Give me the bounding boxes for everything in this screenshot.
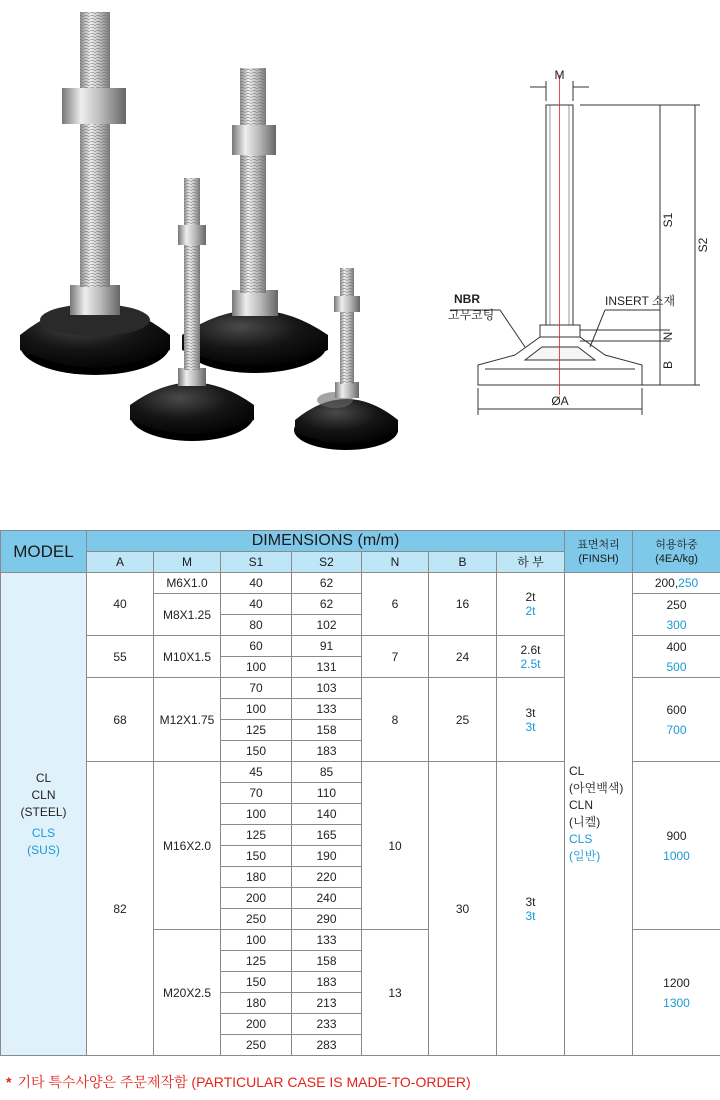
s2-value: 62 <box>292 594 362 615</box>
s2-value: 110 <box>292 783 362 804</box>
col-n-header: N <box>362 552 429 573</box>
load-sus: 1300 <box>663 995 690 1010</box>
footnote-text: 기타 특수사양은 주문제작함 (PARTICULAR CASE IS MADE-TO-ORDER) <box>17 1074 471 1090</box>
load-value <box>633 573 720 594</box>
s2-value: 131 <box>292 657 362 678</box>
n-value: 13 <box>362 930 429 1056</box>
bottom-sus: 2.5t <box>520 656 541 671</box>
s2-value: 91 <box>292 636 362 657</box>
load-value <box>633 594 720 636</box>
load-sus: 300 <box>666 617 687 632</box>
footnote-star: * <box>6 1074 12 1090</box>
finish-header: 표면처리 (FINSH) <box>565 531 633 573</box>
finish-sus: CLS (일반) <box>569 832 601 863</box>
s2-value: 102 <box>292 615 362 636</box>
load-steel: 200, <box>654 576 679 590</box>
bottom-sus: 3t <box>525 719 536 734</box>
s1-value: 150 <box>221 972 292 993</box>
s1-value: 200 <box>221 1014 292 1035</box>
s1-value: 70 <box>221 783 292 804</box>
finish-steel: CL (아연백색) CLN (니켈) <box>569 764 624 829</box>
bottom-thickness <box>497 762 565 1056</box>
s1-value: 250 <box>221 909 292 930</box>
col-a-header: A <box>87 552 154 573</box>
s2-value: 133 <box>292 930 362 951</box>
col-s2-header: S2 <box>292 552 362 573</box>
b-value: 30 <box>429 762 497 1056</box>
s1-value: 100 <box>221 804 292 825</box>
load-steel: 600 <box>666 702 687 717</box>
model-cell <box>1 573 87 1056</box>
bottom-sus: 3t <box>525 908 536 923</box>
s2-value: 183 <box>292 741 362 762</box>
s1-value: 40 <box>221 594 292 615</box>
col-s1-header: S1 <box>221 552 292 573</box>
a-value: 82 <box>87 762 154 1056</box>
s1-value: 100 <box>221 699 292 720</box>
s2-value: 62 <box>292 573 362 594</box>
a-value: 40 <box>87 573 154 636</box>
specification-body <box>1 573 720 1056</box>
s1-value: 125 <box>221 951 292 972</box>
insert-material-label: INSERT 소재 <box>605 294 676 308</box>
finish-cell <box>565 573 633 1056</box>
bottom-thickness <box>497 678 565 762</box>
a-value: 55 <box>87 636 154 678</box>
col-bottom-header: 하 부 <box>497 552 565 573</box>
s1-value: 100 <box>221 930 292 951</box>
table-row <box>1 573 720 594</box>
s1-value: 125 <box>221 825 292 846</box>
technical-drawing <box>430 55 720 425</box>
s1-value: 125 <box>221 720 292 741</box>
s1-value: 180 <box>221 993 292 1014</box>
m-value: M16X2.0 <box>154 762 221 930</box>
load-sus: 1000 <box>663 848 690 863</box>
dimensions-header: DIMENSIONS (m/m) <box>87 531 565 552</box>
m-value: M12X1.75 <box>154 678 221 762</box>
n-value: 10 <box>362 762 429 930</box>
s2-label: S2 <box>696 237 710 253</box>
nbr-label: NBR <box>454 292 480 306</box>
s2-value: 220 <box>292 867 362 888</box>
s2-value: 183 <box>292 972 362 993</box>
s2-value: 158 <box>292 720 362 741</box>
s2-value: 283 <box>292 1035 362 1056</box>
s1-value: 40 <box>221 573 292 594</box>
leveling-foot-medium <box>182 68 328 373</box>
a-value: 68 <box>87 678 154 762</box>
load-sus: 500 <box>666 659 687 674</box>
n-value: 6 <box>362 573 429 636</box>
load-sus: 250 <box>678 576 699 590</box>
bottom-thickness <box>497 636 565 678</box>
m-value: M6X1.0 <box>154 573 221 594</box>
s2-value: 165 <box>292 825 362 846</box>
load-value <box>633 678 720 762</box>
col-b-header: B <box>429 552 497 573</box>
s2-value: 133 <box>292 699 362 720</box>
load-steel: 900 <box>666 828 687 843</box>
s1-value: 60 <box>221 636 292 657</box>
load-sus: 700 <box>666 722 687 737</box>
specification-table <box>0 530 720 1056</box>
diameter-a-label: ØA <box>551 394 569 408</box>
s1-value: 45 <box>221 762 292 783</box>
model-steel: CL CLN (STEEL) <box>20 770 67 819</box>
col-m-header: M <box>154 552 221 573</box>
s1-value: 70 <box>221 678 292 699</box>
load-steel: 400 <box>666 639 687 654</box>
product-photo <box>0 0 430 460</box>
s1-value: 100 <box>221 657 292 678</box>
s1-value: 250 <box>221 1035 292 1056</box>
s1-value: 180 <box>221 867 292 888</box>
s2-value: 140 <box>292 804 362 825</box>
s2-value: 103 <box>292 678 362 699</box>
load-steel: 1200 <box>663 975 690 990</box>
b-label: B <box>661 360 675 370</box>
s2-value: 158 <box>292 951 362 972</box>
m-label: M <box>554 68 565 82</box>
load-value <box>633 930 720 1056</box>
s2-value: 240 <box>292 888 362 909</box>
m-value: M8X1.25 <box>154 594 221 636</box>
bottom-steel: 3t <box>525 705 536 720</box>
model-header: MODEL <box>1 531 87 573</box>
n-value: 8 <box>362 678 429 762</box>
load-steel: 250 <box>666 597 687 612</box>
bottom-sus: 2t <box>525 604 536 618</box>
s1-label: S1 <box>661 212 675 228</box>
footnote <box>6 1072 471 1092</box>
n-label: N <box>661 331 675 341</box>
bottom-thickness <box>497 573 565 636</box>
s2-value: 290 <box>292 909 362 930</box>
s2-value: 85 <box>292 762 362 783</box>
rubber-coating-label: 고무코팅 <box>448 308 495 322</box>
n-value: 7 <box>362 636 429 678</box>
b-value: 25 <box>429 678 497 762</box>
s1-value: 150 <box>221 741 292 762</box>
s2-value: 213 <box>292 993 362 1014</box>
bottom-steel: 2t <box>525 590 536 604</box>
load-header: 허용하중 (4EA/kg) <box>633 531 720 573</box>
load-value <box>633 636 720 678</box>
load-value <box>633 762 720 930</box>
leveling-foot-large <box>20 12 170 375</box>
s1-value: 80 <box>221 615 292 636</box>
s1-value: 200 <box>221 888 292 909</box>
model-sus: CLS (SUS) <box>27 825 60 857</box>
s2-value: 233 <box>292 1014 362 1035</box>
s2-value: 190 <box>292 846 362 867</box>
bottom-steel: 2.6t <box>520 642 541 657</box>
bottom-steel: 3t <box>525 894 536 909</box>
b-value: 24 <box>429 636 497 678</box>
b-value: 16 <box>429 573 497 636</box>
m-value: M20X2.5 <box>154 930 221 1056</box>
s1-value: 150 <box>221 846 292 867</box>
m-value: M10X1.5 <box>154 636 221 678</box>
